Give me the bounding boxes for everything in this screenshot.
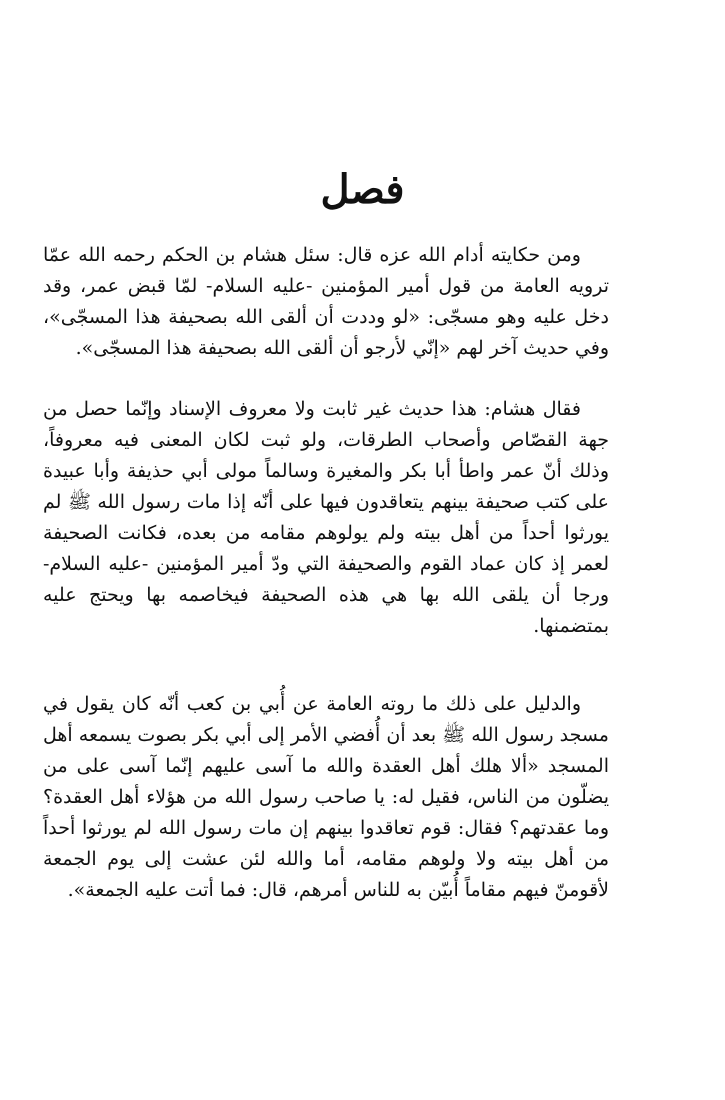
paragraph-2-text: فقال هشام: هذا حديث غير ثابت ولا معروف الإسناد وإنّما حصل من جهة القصّاص وأصحاب الطرقات، ولو ثبت لكان المعنى فيه معروفاً، وذلك أنّ عمر واطأ أبا بكر والمغيرة وسالماً مولى أبي حذيفة وأبا عبيدة على كتب صحيفة بينهم يتعاقدون فيها على أنّه إذا مات رسول الله ﷺ لم يورثوا أحداً من أهل بيته ولم يولوهم مقامه من بعده، فكانت الصحيفة لعمر إذ كان عماد القوم والصحيفة التي ودّ أمير المؤمنين -عليه السلام- ورجا أن يلقى الله بها هي هذه الصحيفة فيخاصمه بها ويحتج عليه بمتضمنها. [43, 398, 609, 637]
paragraph-3 [43, 689, 609, 906]
paragraph-3-text: والدليل على ذلك ما روته العامة عن أُبي بن كعب أنّه كان يقول في مسجد رسول الله ﷺ بعد أن أُفضي الأمر إلى أبي بكر بصوت يسمعه أهل المسجد «ألا هلك أهل العقدة والله ما آسى عليهم إنّما آسى على من يضلّون من الناس، فقيل له: يا صاحب رسول الله من هؤلاء أهل العقدة؟ وما عقدتهم؟ فقال: قوم تعاقدوا بينهم إن مات رسول الله لم يورثوا أحداً من أهل بيته ولا ولوهم مقامه، أما والله لئن عشت إلى يوم الجمعة لأقومنّ فيهم مقاماً أُبيّن به للناس أمرهم، قال: فما أتت عليه الجمعة». [43, 693, 609, 901]
section-title: فصل [320, 166, 405, 213]
paragraph-1 [43, 240, 609, 364]
paragraph-2 [43, 394, 609, 642]
paragraph-1-text: ومن حكايته أدام الله عزه قال: سئل هشام بن الحكم رحمه الله عمّا ترويه العامة من قول أمير المؤمنين -عليه السلام- لمّا قبض عمر، وقد دخل عليه وهو مسجّى: «لو وددت أن ألقى الله بصحيفة هذا المسجّى»، وفي حديث آخر لهم «إنّي لأرجو أن ألقى الله بصحيفة هذا المسجّى». [43, 244, 609, 359]
